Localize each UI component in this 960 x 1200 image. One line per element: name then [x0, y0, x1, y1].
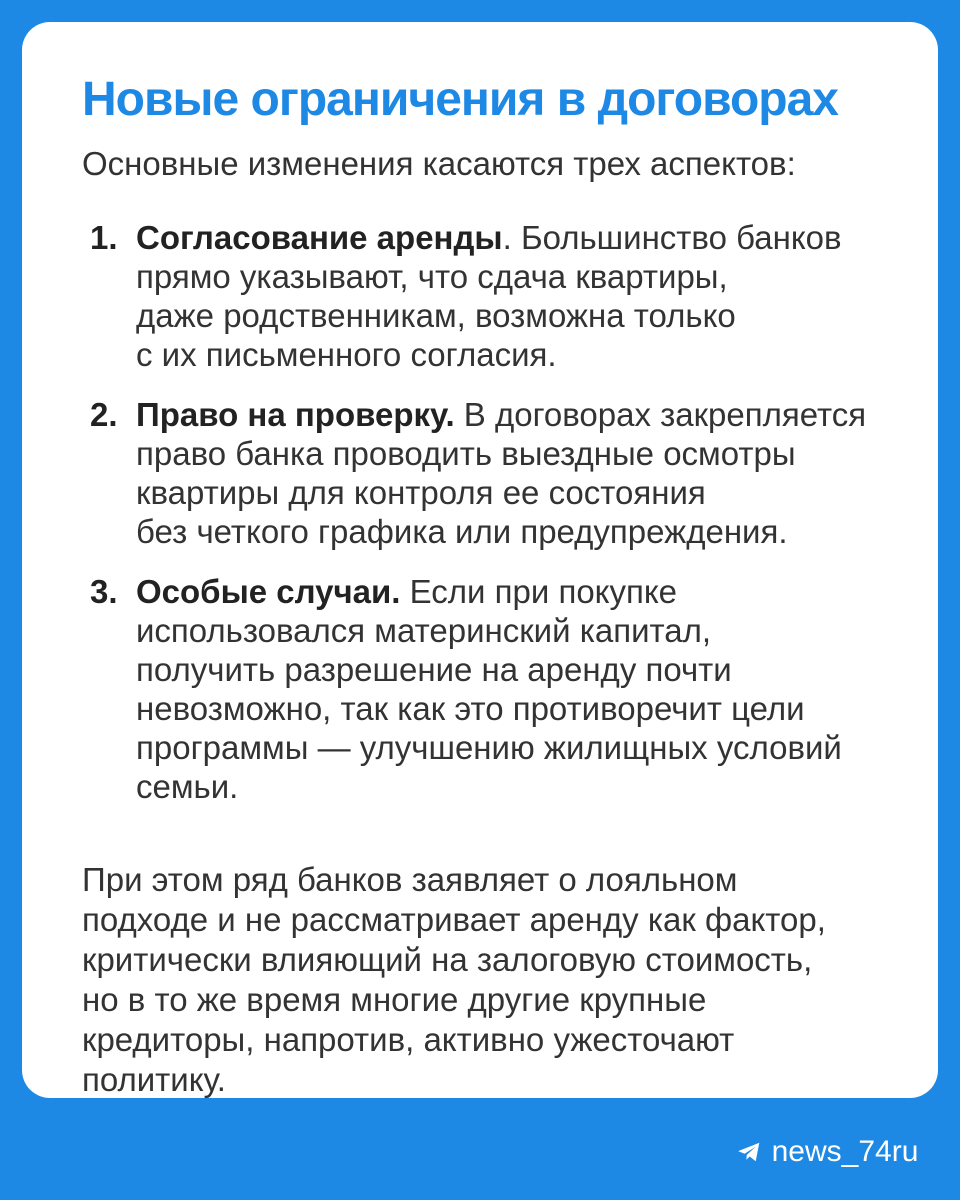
item-line	[136, 395, 942, 434]
item-text: Если при покупке	[400, 573, 678, 610]
item-text: В договорах закрепляется	[454, 396, 867, 433]
item-line: невозможно, так как это противоречит цели	[136, 690, 805, 727]
item-line: право банка проводить выездные осмотры	[136, 435, 796, 472]
item-line: с их письменного согласия.	[136, 336, 557, 373]
item-line: семьи.	[136, 768, 239, 805]
item-number: 1.	[90, 219, 118, 256]
item-line: использовался материнский капитал,	[136, 612, 712, 649]
item-line	[136, 572, 942, 611]
outro-line: При этом ряд банков заявляет о лояльном	[82, 861, 738, 898]
item-lead: Право на проверку.	[136, 396, 455, 433]
outro-line: критически влияющий на залоговую стоимость,	[82, 941, 813, 978]
item-line: даже родственникам, возможна только	[136, 297, 736, 334]
channel-handle: news_74ru	[771, 1135, 919, 1168]
telegram-icon	[736, 1139, 762, 1165]
list-item	[82, 218, 942, 374]
item-line: программы — улучшению жилищных условий	[136, 729, 842, 766]
item-number: 3.	[90, 573, 118, 610]
outro-line: политику.	[82, 1061, 226, 1098]
intro-text: Основные изменения касаются трех аспектов:	[82, 145, 796, 182]
list-item	[82, 572, 942, 806]
item-line	[136, 218, 942, 257]
item-line: прямо указывают, что сдача квартиры,	[136, 258, 728, 295]
item-line: квартиры для контроля ее состояния	[136, 474, 706, 511]
content-card	[22, 22, 938, 1098]
numbered-list	[82, 218, 942, 827]
list-item	[82, 395, 942, 551]
outro-line: но в то же время многие другие крупные	[82, 981, 707, 1018]
channel-badge[interactable]	[694, 1104, 960, 1200]
outro-line: подходе и не рассматривает аренду как фактор,	[82, 901, 826, 938]
item-line: без четкого графика или предупреждения.	[136, 513, 788, 550]
item-number: 2.	[90, 396, 118, 433]
item-text: . Большинство банков	[502, 219, 842, 256]
item-line: получить разрешение на аренду почти	[136, 651, 732, 688]
outro-paragraph	[82, 860, 826, 1100]
item-lead: Особые случаи.	[136, 573, 401, 610]
outro-line: кредиторы, напротив, активно ужесточают	[82, 1021, 735, 1058]
page-title: Новые ограничения в договорах	[82, 73, 838, 126]
item-lead: Согласование аренды	[136, 219, 503, 256]
